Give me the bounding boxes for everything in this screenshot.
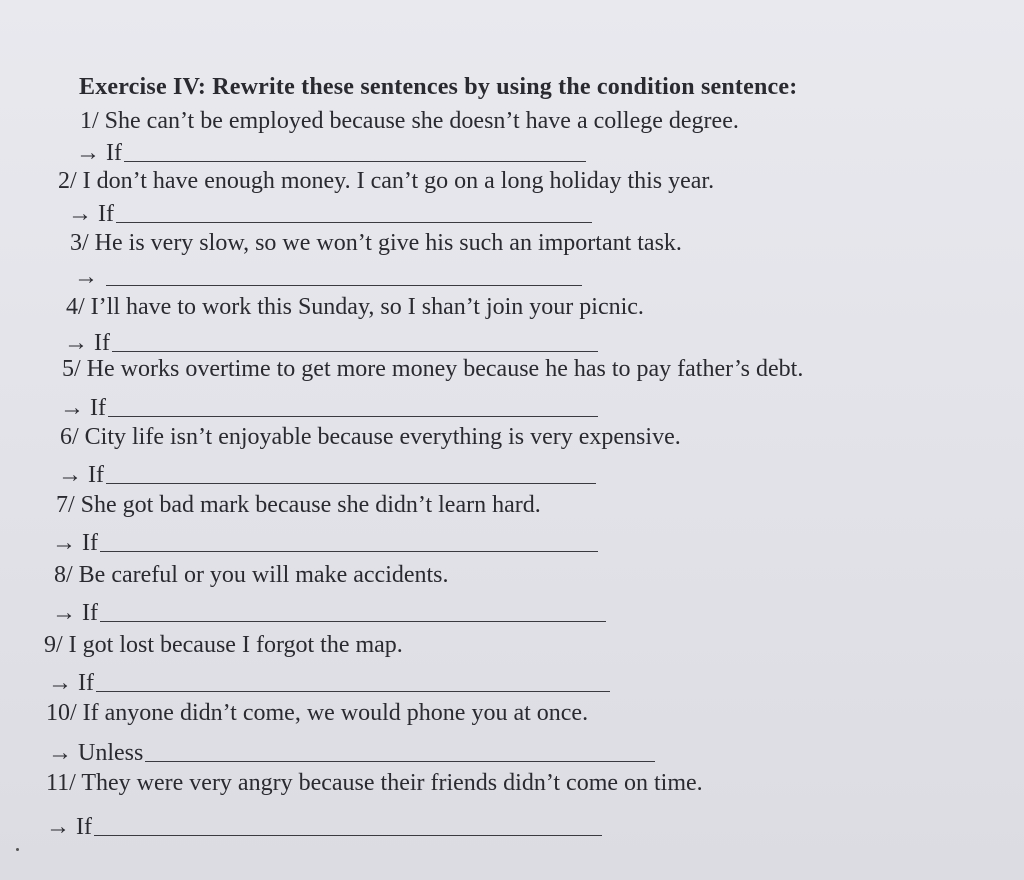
answer-row-3 <box>74 264 582 291</box>
answer-prompt: If <box>78 670 94 696</box>
answer-row-2 <box>68 201 592 228</box>
answer-prompt: If <box>76 814 92 840</box>
arrow-icon: → <box>64 330 88 356</box>
arrow-icon: → <box>52 600 76 626</box>
question-4: 4/ I’ll have to work this Sunday, so I shan’t join your picnic. <box>66 294 644 320</box>
answer-blank-3[interactable] <box>106 284 582 286</box>
answer-blank-4[interactable] <box>112 350 598 352</box>
answer-row-11 <box>46 814 602 841</box>
arrow-icon: → <box>52 530 76 556</box>
answer-prompt: If <box>106 140 122 166</box>
answer-row-8 <box>52 600 606 627</box>
arrow-icon: → <box>68 201 92 227</box>
arrow-icon: → <box>46 814 70 840</box>
arrow-icon: → <box>48 740 72 766</box>
question-3: 3/ He is very slow, so we won’t give his such an important task. <box>70 230 682 256</box>
answer-blank-8[interactable] <box>100 620 606 622</box>
answer-prompt: If <box>98 201 114 227</box>
arrow-icon: → <box>74 264 98 290</box>
answer-prompt: If <box>82 600 98 626</box>
answer-prompt: If <box>90 395 106 421</box>
question-8: 8/ Be careful or you will make accidents. <box>54 562 449 588</box>
answer-prompt: Unless <box>78 740 144 766</box>
answer-blank-1[interactable] <box>124 160 586 162</box>
question-6: 6/ City life isn’t enjoyable because everything is very expensive. <box>60 424 681 450</box>
question-11: 11/ They were very angry because their friends didn’t come on time. <box>46 770 703 796</box>
question-7: 7/ She got bad mark because she didn’t learn hard. <box>56 492 541 518</box>
answer-blank-7[interactable] <box>100 550 598 552</box>
answer-prompt: If <box>82 530 98 556</box>
answer-blank-11[interactable] <box>94 834 602 836</box>
answer-row-9 <box>48 670 610 697</box>
question-9: 9/ I got lost because I forgot the map. <box>44 632 403 658</box>
answer-blank-6[interactable] <box>106 482 596 484</box>
answer-row-10 <box>48 740 655 767</box>
answer-blank-10[interactable] <box>145 760 655 762</box>
answer-blank-2[interactable] <box>116 221 592 223</box>
answer-blank-9[interactable] <box>96 690 610 692</box>
arrow-icon: → <box>76 140 100 166</box>
answer-blank-5[interactable] <box>108 415 598 417</box>
question-2: 2/ I don’t have enough money. I can’t go on a long holiday this year. <box>58 168 715 194</box>
answer-row-6 <box>58 462 596 489</box>
answer-prompt: If <box>88 462 104 488</box>
arrow-icon: → <box>58 462 82 488</box>
arrow-icon: → <box>48 670 72 696</box>
question-10: 10/ If anyone didn’t come, we would phone you at once. <box>46 700 589 726</box>
question-1: 1/ She can’t be employed because she doesn’t have a college degree. <box>80 108 739 134</box>
answer-row-7 <box>52 530 598 557</box>
answer-row-4 <box>64 330 598 357</box>
question-5: 5/ He works overtime to get more money because he has to pay father’s debt. <box>62 356 804 382</box>
answer-row-5 <box>60 395 598 422</box>
arrow-icon: → <box>60 395 84 421</box>
paper-speck <box>16 848 19 851</box>
exercise-title: Exercise IV: Rewrite these sentences by using the condition sentence: <box>79 74 798 100</box>
answer-row-1 <box>76 140 586 167</box>
answer-prompt: If <box>94 330 110 356</box>
